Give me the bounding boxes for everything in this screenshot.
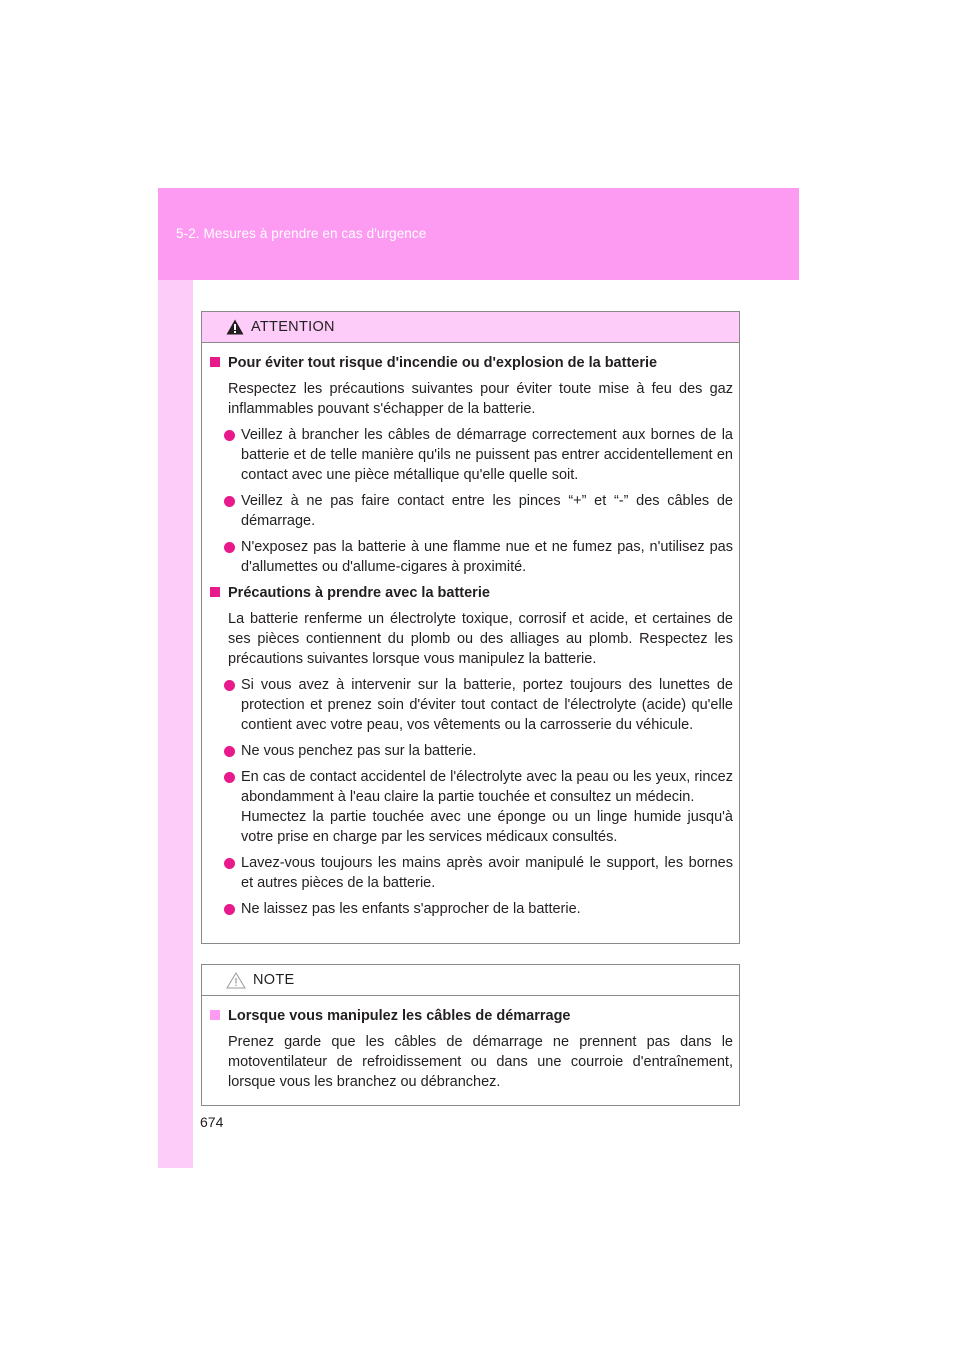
circle-bullet-icon	[224, 496, 235, 507]
bullet-item: Lavez-vous toujours les mains après avoir manipulé le support, les bornes et autres pièces de la batterie.	[210, 853, 733, 893]
section-intro: La batterie renferme un électrolyte toxique, corrosif et acide, et certaines de ses pièces contiennent du plomb ou des alliages au plomb. Respectez les précautions suivantes lorsque vous manipulez la batterie.	[228, 611, 733, 667]
circle-bullet-icon	[224, 430, 235, 441]
circle-bullet-icon	[224, 772, 235, 783]
side-strip	[158, 280, 193, 1168]
attention-title: ATTENTION	[251, 319, 335, 335]
note-heading: Lorsque vous manipulez les câbles de démarrage	[210, 1006, 733, 1026]
bullet-item: Ne laissez pas les enfants s'approcher de la batterie.	[210, 899, 733, 919]
note-header	[202, 965, 739, 996]
bullet-item: Ne vous penchez pas sur la batterie.	[210, 741, 733, 761]
bullet-continuation: Humectez la partie touchée avec une éponge ou un linge humide jusqu'à votre prise en charge par les services médicaux consultés.	[241, 809, 733, 845]
warning-triangle-icon	[226, 319, 251, 335]
attention-box	[201, 311, 740, 944]
section-heading: Précautions à prendre avec la batterie	[210, 583, 733, 603]
bullet-item: Veillez à ne pas faire contact entre les pinces “+” et “-” des câbles de démarrage.	[210, 491, 733, 531]
circle-bullet-icon	[224, 542, 235, 553]
section-heading: Pour éviter tout risque d'incendie ou d'explosion de la batterie	[210, 353, 733, 373]
bullet-item: N'exposez pas la batterie à une flamme nue et ne fumez pas, n'utilisez pas d'allumettes ou d'allume-cigares à proximité.	[210, 537, 733, 577]
square-bullet-icon	[210, 1010, 220, 1020]
square-bullet-icon	[210, 357, 220, 367]
bullet-item: En cas de contact accidentel de l'électrolyte avec la peau ou les yeux, rincez abondamment à l'eau claire la partie touchée et consultez un médecin. Humectez la partie touchée avec une éponge ou un linge humide jusqu'à votre prise en charge par les services médicaux consultés.	[210, 767, 733, 847]
note-title: NOTE	[253, 972, 295, 988]
square-bullet-icon	[210, 587, 220, 597]
bullet-item: Veillez à brancher les câbles de démarrage correctement aux bornes de la batterie et de telle manière qu'ils ne puissent pas entrer accidentellement en contact avec une pièce métallique qu'elle quelle soit.	[210, 425, 733, 485]
circle-bullet-icon	[224, 904, 235, 915]
attention-body	[202, 343, 739, 919]
circle-bullet-icon	[224, 680, 235, 691]
note-text: Prenez garde que les câbles de démarrage ne prennent pas dans le motoventilateur de refroidissement ou dans une courroie d'entraînement, lorsque vous les branchez ou débranchez.	[228, 1034, 733, 1090]
attention-header	[202, 312, 739, 343]
caution-outline-triangle-icon	[226, 972, 253, 989]
bullet-item: Si vous avez à intervenir sur la batterie, portez toujours des lunettes de protection et prenez soin d'éviter tout contact de l'électrolyte (acide) qu'elle contient avec votre peau, vos vêtements ou la carrosserie du véhicule.	[210, 675, 733, 735]
page-number: 674	[200, 1114, 224, 1130]
section-title: 5-2. Mesures à prendre en cas d'urgence	[176, 226, 427, 241]
section-intro: Respectez les précautions suivantes pour éviter toute mise à feu des gaz inflammables pouvant s'échapper de la batterie.	[228, 381, 733, 417]
note-box	[201, 964, 740, 1106]
circle-bullet-icon	[224, 858, 235, 869]
note-body	[202, 996, 739, 1092]
circle-bullet-icon	[224, 746, 235, 757]
